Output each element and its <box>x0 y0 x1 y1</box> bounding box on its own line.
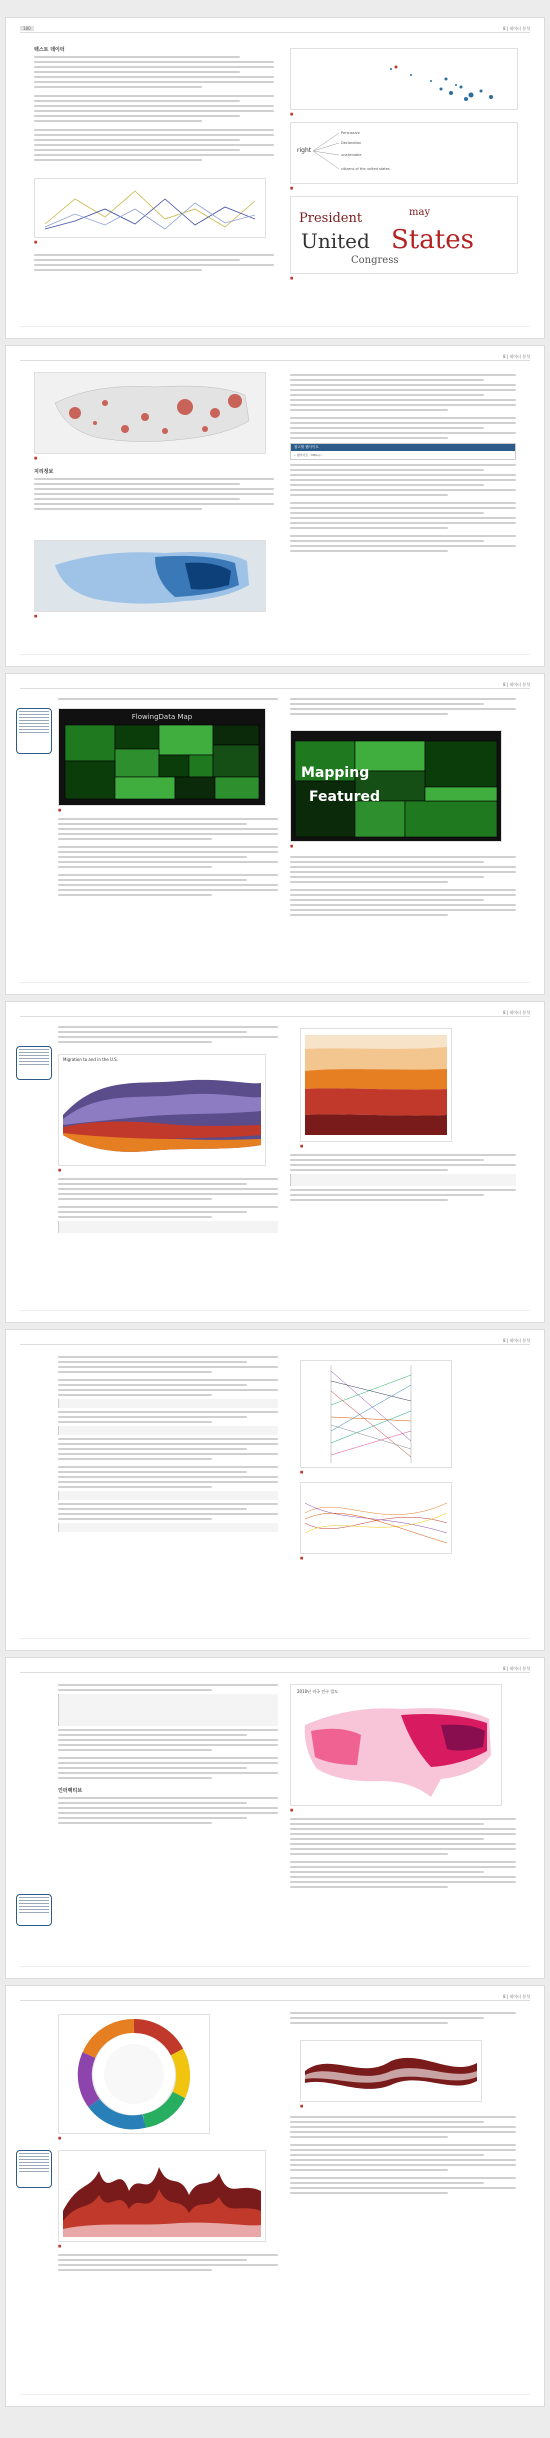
text-column-left <box>58 2254 278 2274</box>
parallel-coords-figure <box>300 1360 452 1468</box>
page-header <box>20 1338 530 1345</box>
tree-label: citizens of the united states <box>341 167 390 171</box>
page-4 <box>6 1002 544 1322</box>
text-column-right <box>290 374 516 555</box>
text-column-left-lower <box>34 254 274 274</box>
figure-caption: ■ <box>58 808 62 812</box>
page-7 <box>6 1986 544 2406</box>
chapter-label: 8 | 데이터 분석 <box>502 1994 530 1999</box>
info-box-title: 참고할 웹사이트 <box>291 444 515 451</box>
tree-label: Declaration <box>341 141 362 145</box>
choropleth-figure <box>34 540 266 612</box>
chapter-label: 8 | 데이터 분석 <box>502 1666 530 1671</box>
figure-caption: ■ <box>58 2136 62 2140</box>
cloud-word: may <box>409 207 431 218</box>
figure-caption: ■ <box>290 186 294 190</box>
text-column-left <box>34 466 274 513</box>
text-column-right <box>290 698 516 718</box>
figure-caption: ■ <box>34 614 38 618</box>
text-column-right <box>290 1818 516 1891</box>
chapter-label: 8 | 데이터 분석 <box>502 682 530 687</box>
page-footer <box>20 1310 530 1314</box>
area-chart <box>59 2151 265 2241</box>
page-footer <box>20 326 530 330</box>
bubble-map-figure <box>34 372 266 454</box>
chapter-label: 8 | 데이터 분석 <box>502 1010 530 1015</box>
chapter-label: 8 | 데이터 분석 <box>502 1338 530 1343</box>
streamgraph-title: Migration to and in the U.S. <box>63 1057 118 1062</box>
figure-caption: ■ <box>58 1168 62 1172</box>
choropleth-map <box>35 541 265 611</box>
streamgraph-figure <box>58 1054 266 1166</box>
code-block <box>58 1426 278 1435</box>
stream-ribbon <box>301 2041 481 2101</box>
stream-ribbon-figure <box>300 2040 482 2102</box>
treemap <box>59 709 265 805</box>
figure-caption: ■ <box>290 276 294 280</box>
line-bundle <box>301 1483 451 1553</box>
code-block <box>290 1174 516 1186</box>
figure-caption: ■ <box>290 844 294 848</box>
scatter-figure <box>290 48 518 110</box>
circular-chart-figure <box>58 2014 210 2134</box>
us-density-map-figure <box>290 1684 502 1806</box>
code-block <box>58 1221 278 1233</box>
code-block <box>58 1491 278 1500</box>
stacked-area <box>301 1029 451 1141</box>
text-column-left <box>58 1684 278 1827</box>
page-header <box>20 1994 530 2001</box>
figure-caption: ■ <box>34 456 38 460</box>
page-footer <box>20 2394 530 2398</box>
stacked-area-figure <box>300 1028 452 1142</box>
section-title: 지리정보 <box>34 469 54 475</box>
area-chart-figure <box>58 2150 266 2242</box>
page-3 <box>6 674 544 994</box>
side-note <box>16 1046 52 1080</box>
figure-caption: ■ <box>58 2244 62 2248</box>
bubble-map <box>35 373 265 453</box>
text-column-right <box>290 2012 516 2027</box>
page-footer <box>20 654 530 658</box>
treemap-detail <box>291 731 501 841</box>
figure-caption: ■ <box>34 240 38 244</box>
code-block <box>58 1399 278 1408</box>
line-bundle-figure <box>300 1482 452 1554</box>
text-column-left <box>58 818 278 899</box>
cloud-word: President <box>299 211 363 226</box>
circular-chart <box>59 2015 209 2133</box>
code-block <box>58 1694 278 1726</box>
page-1 <box>6 18 544 338</box>
page-number: 180 <box>20 26 34 31</box>
side-note <box>16 708 52 754</box>
treemap-label: Mapping <box>301 765 370 781</box>
page-header <box>20 1666 530 1673</box>
tree-label-left: right <box>297 147 312 154</box>
info-box-body: • 웹사이트 : http://... <box>294 453 324 457</box>
tree-links <box>291 123 517 183</box>
page-6 <box>6 1658 544 1978</box>
section-title: 텍스트 데이터 <box>34 47 65 53</box>
text-intro <box>58 698 278 703</box>
side-note <box>16 2150 52 2188</box>
flowingdata-treemap-figure <box>58 708 266 806</box>
section-title: 인터랙티브 <box>58 1788 83 1794</box>
chapter-label: 8 | 데이터 분석 <box>502 26 530 31</box>
text-column-right-lower <box>290 2116 516 2197</box>
text-column-left <box>58 1356 278 1535</box>
page-header <box>20 354 530 361</box>
side-note <box>16 1894 52 1926</box>
text-intro <box>58 1026 278 1046</box>
treemap-label: Featured <box>309 789 381 805</box>
figure-caption: ■ <box>300 1470 304 1474</box>
page-header <box>20 26 530 33</box>
text-column-right <box>290 1154 516 1204</box>
text-column-left <box>34 44 274 164</box>
figure-caption: ■ <box>290 112 294 116</box>
text-column-right-lower <box>290 856 516 919</box>
code-block <box>58 1523 278 1532</box>
figure-caption: ■ <box>300 2104 304 2108</box>
us-density-map <box>291 1685 501 1805</box>
page-footer <box>20 982 530 986</box>
figure-caption: ■ <box>300 1144 304 1148</box>
mapping-featured-figure <box>290 730 502 842</box>
info-box <box>290 443 516 460</box>
page-footer <box>20 1638 530 1642</box>
page-header <box>20 1010 530 1017</box>
page-footer <box>20 1966 530 1970</box>
figure-caption: ■ <box>300 1556 304 1560</box>
page-header <box>20 682 530 689</box>
cloud-word: Congress <box>351 255 399 266</box>
chapter-label: 8 | 데이터 분석 <box>502 354 530 359</box>
scatter-plot <box>291 49 517 109</box>
figure-caption: ■ <box>290 1808 294 1812</box>
page-5 <box>6 1330 544 1650</box>
line-chart <box>35 179 265 237</box>
treemap-title: FlowingData Map <box>131 713 193 721</box>
line-chart-figure <box>34 178 266 238</box>
tree-label: unalienable <box>341 153 362 157</box>
cloud-word: States <box>391 225 474 255</box>
streamgraph <box>59 1055 265 1165</box>
map-title: 2010년 미국 인구 밀도 <box>297 1689 339 1694</box>
word-cloud-figure <box>290 196 518 274</box>
text-column-left <box>58 1178 278 1236</box>
page-2 <box>6 346 544 666</box>
tree-label: Persuasive <box>341 131 360 135</box>
parallel-coords <box>301 1361 451 1467</box>
word-tree-figure <box>290 122 518 184</box>
cloud-word: United <box>301 229 370 253</box>
